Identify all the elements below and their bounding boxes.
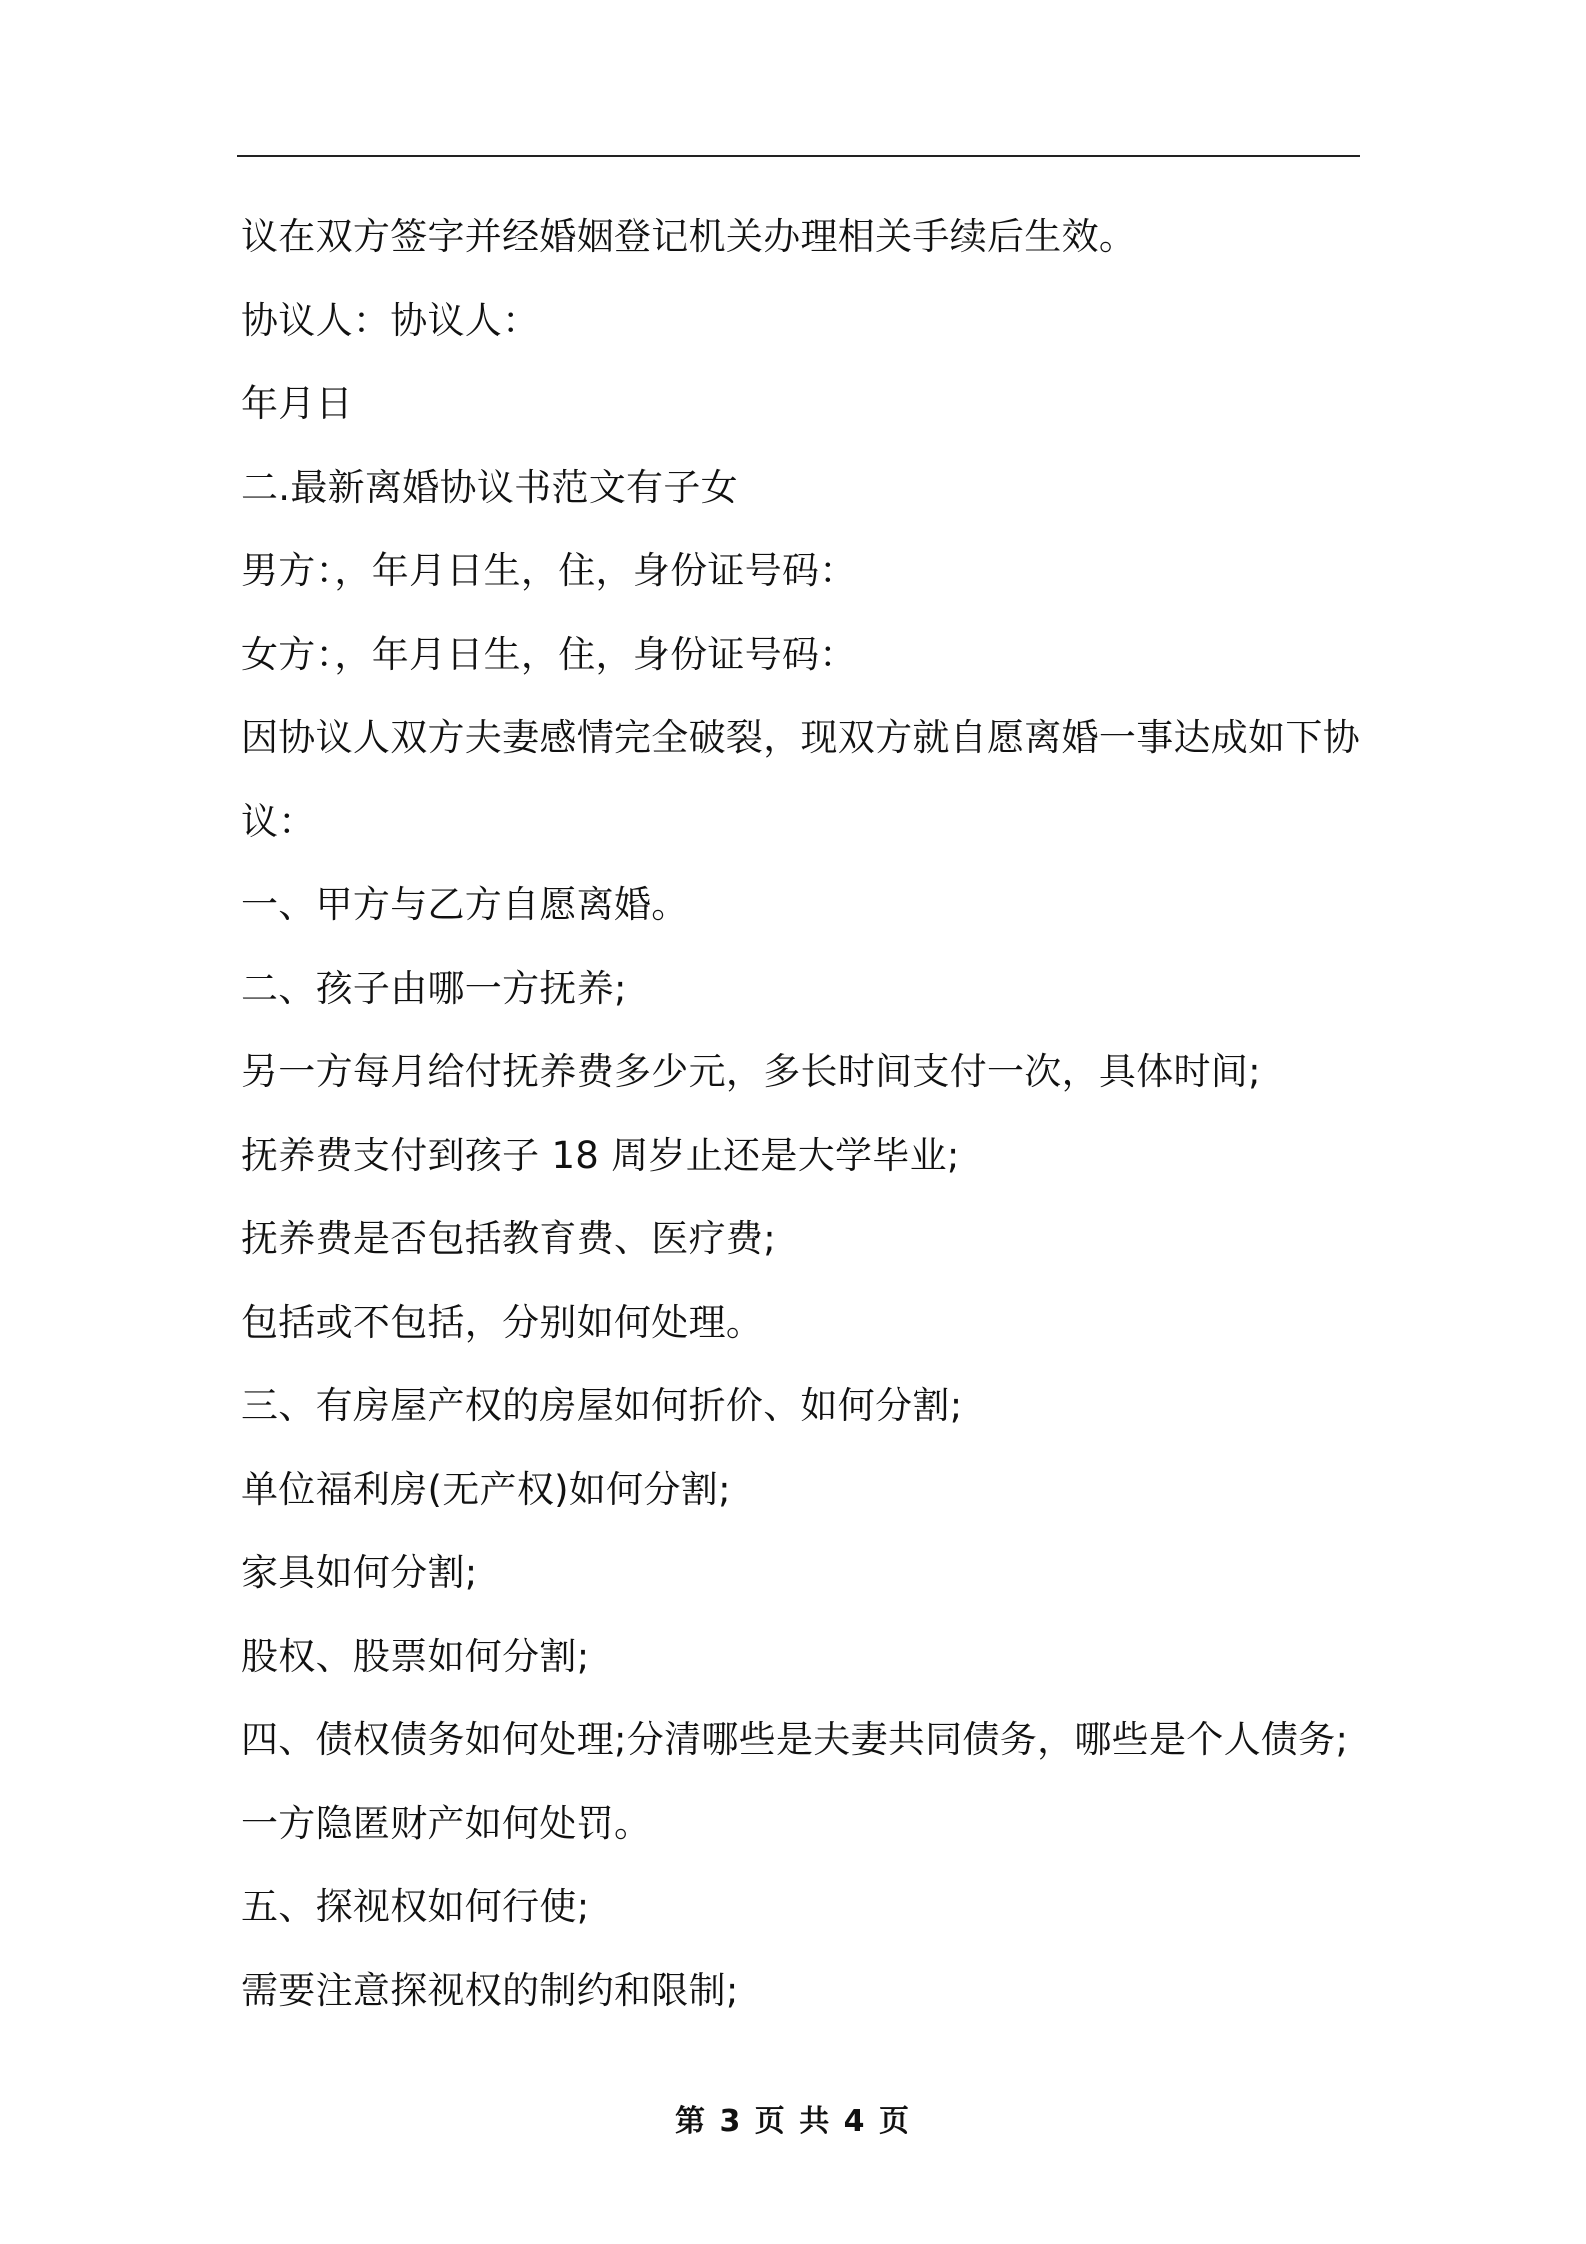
text-line: 抚养费支付到孩子 18 周岁止还是大学毕业; (241, 1133, 960, 1177)
text-line: 家具如何分割; (241, 1551, 478, 1594)
text-line: 议在双方签字并经婚姻登记机关办理相关手续后生效。 (241, 215, 1137, 258)
text-line: 一方隐匿财产如何处罚。 (241, 1801, 652, 1845)
text-line: 协议人：协议人： (241, 298, 540, 342)
text-line: 女方：，年月日生，住，身份证号码： (241, 632, 857, 676)
text-line: 男方：，年月日生，住，身份证号码： (241, 549, 857, 592)
text-line: 需要注意探视权的制约和限制; (241, 1968, 739, 2012)
clause-line: 四、债权债务如何处理;分清哪些是夫妻共同债务，哪些是个人债务; (241, 1718, 1349, 1761)
text-line: 另一方每月给付抚养费多少元，多长时间支付一次，具体时间; (241, 1050, 1261, 1093)
clause-line: 一、甲方与乙方自愿离婚。 (241, 883, 689, 926)
text-line: 年月日 (241, 382, 353, 425)
section-heading: 二.最新离婚协议书范文有子女 (241, 465, 738, 509)
text-line: 单位福利房(无产权)如何分割; (241, 1467, 731, 1511)
text-line: 股权、股票如何分割; (241, 1634, 590, 1678)
text-line: 议： (241, 799, 316, 843)
clause-line: 五、探视权如何行使; (241, 1885, 590, 1928)
clause-line: 二、孩子由哪一方抚养; (241, 966, 627, 1010)
text-line: 抚养费是否包括教育费、医疗费; (241, 1217, 776, 1260)
text-line: 包括或不包括，分别如何处理。 (241, 1300, 764, 1344)
document-body (241, 195, 1366, 2032)
clause-line: 三、有房屋产权的房屋如何折价、如何分割; (241, 1384, 963, 1427)
text-line: 因协议人双方夫妻感情完全破裂，现双方就自愿离婚一事达成如下协 (241, 716, 1360, 759)
header-rule (237, 155, 1360, 157)
page-number-footer: 第 3 页 共 4 页 (675, 2104, 911, 2139)
